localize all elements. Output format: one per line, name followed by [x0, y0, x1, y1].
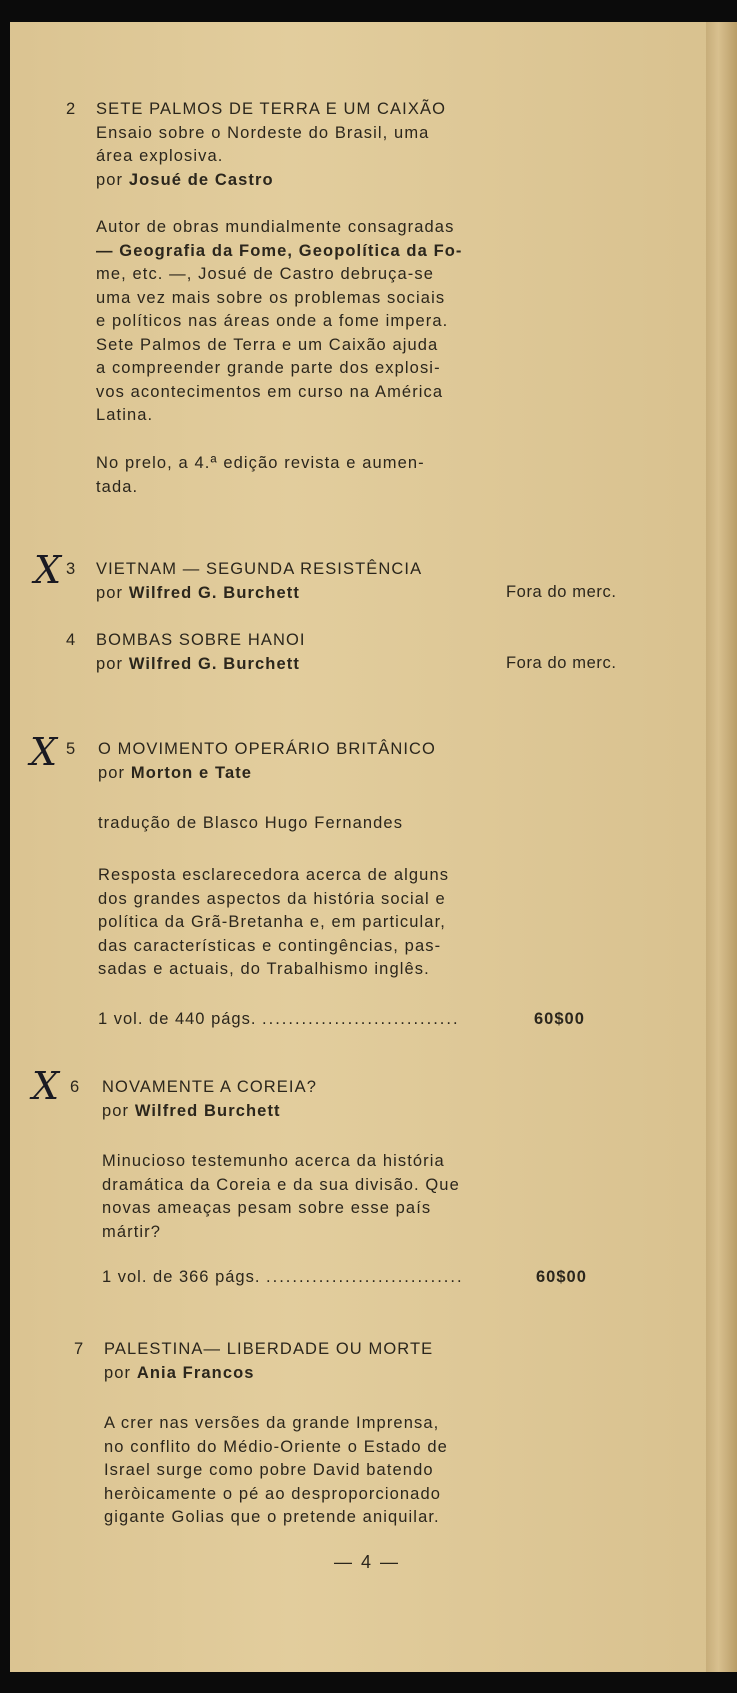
item-6: [102, 1076, 317, 1123]
author-prefix: por: [96, 170, 129, 189]
desc-line: A crer nas versões da grande Imprensa,: [104, 1414, 440, 1432]
author-prefix: por: [96, 654, 129, 673]
desc-line: me, etc. —, Josué de Castro debruça-se: [96, 265, 435, 283]
desc-line: heròicamente o pé ao desproporcionado: [104, 1484, 441, 1503]
item-price: 60$00: [534, 1010, 585, 1028]
desc-line: a compreender grande parte dos explosi-: [96, 359, 441, 377]
desc-line: Sete Palmos de Terra e um Caixão ajuda: [96, 335, 439, 354]
item-number: 2: [66, 100, 76, 118]
item-number: 7: [74, 1340, 84, 1358]
desc-line: Autor de obras mundialmente consagradas: [96, 218, 455, 236]
item-number: 4: [66, 631, 76, 649]
volume-price-line: [102, 1268, 464, 1287]
item-author: Ania Francos: [136, 1363, 255, 1382]
handwritten-x-mark: X: [32, 1064, 60, 1108]
desc-line: das características e contingências, pas-: [98, 936, 442, 955]
desc-line: e políticos nas áreas onde a fome impera.: [96, 312, 449, 330]
item-number: 6: [70, 1078, 80, 1096]
author-prefix: por: [102, 1101, 135, 1120]
item-description: [96, 216, 463, 428]
item-author-line: [96, 169, 446, 193]
item-author: Morton e Tate: [130, 763, 253, 782]
desc-line: vos acontecimentos em curso na América: [96, 382, 444, 401]
volume-info: 1 vol. de 440 págs.: [98, 1010, 257, 1028]
page-number: — 4 —: [334, 1552, 401, 1572]
desc-line: mártir?: [102, 1222, 162, 1241]
item-title: O MOVIMENTO OPERÁRIO BRITÂNICO: [98, 740, 436, 758]
desc-line: uma vez mais sobre os problemas sociais: [96, 288, 446, 307]
item-5: [98, 738, 436, 785]
leader-dots: ..............................: [266, 1268, 464, 1286]
leader-dots: ..............................: [262, 1010, 460, 1028]
desc-line: gigante Golias que o pretende aniquilar.: [104, 1508, 440, 1526]
item-author: Wilfred G. Burchett: [128, 654, 300, 673]
note-line: tada.: [96, 477, 139, 496]
item-description: [98, 864, 449, 982]
desc-line: novas ameaças pesam sobre esse país: [102, 1199, 432, 1217]
item-author-line: [96, 582, 422, 606]
item-7: [104, 1338, 433, 1385]
scan-border: [0, 1672, 737, 1693]
item-author: Wilfred G. Burchett: [128, 583, 300, 602]
handwritten-x-mark: X: [30, 730, 58, 774]
desc-line: — Geografia da Fome, Geopolítica da Fo-: [96, 241, 463, 260]
desc-line: política da Grã-Bretanha e, em particular,: [98, 913, 446, 931]
item-title: NOVAMENTE A COREIA?: [102, 1078, 317, 1096]
item-description: [104, 1412, 448, 1530]
author-prefix: por: [104, 1363, 137, 1382]
desc-line: Israel surge como pobre David batendo: [104, 1461, 434, 1479]
item-title: VIETNAM — SEGUNDA RESISTÊNCIA: [96, 560, 423, 578]
handwritten-x-mark: X: [34, 548, 62, 592]
item-translation: tradução de Blasco Hugo Fernandes: [98, 814, 404, 832]
item-subtitle: Ensaio sobre o Nordeste do Brasil, uma: [96, 123, 430, 142]
author-prefix: por: [96, 583, 129, 602]
item-author-line: [96, 653, 306, 677]
desc-line: dramática da Coreia e da sua divisão. Que: [102, 1175, 460, 1194]
desc-line: Resposta esclarecedora acerca de alguns: [98, 866, 450, 884]
item-3: [96, 558, 422, 605]
desc-line: dos grandes aspectos da história social e: [98, 889, 446, 908]
volume-info: 1 vol. de 366 págs.: [102, 1268, 261, 1286]
availability-status: Fora do merc.: [506, 654, 617, 672]
desc-line: Latina.: [96, 406, 154, 424]
author-prefix: por: [98, 763, 131, 782]
desc-line: no conflito do Médio-Oriente o Estado de: [104, 1437, 448, 1456]
item-subtitle: área explosiva.: [96, 147, 224, 165]
item-number: 3: [66, 560, 76, 578]
availability-status: Fora do merc.: [506, 583, 617, 601]
item-note: [96, 452, 425, 499]
item-title: BOMBAS SOBRE HANOI: [96, 631, 306, 649]
page-gutter: [706, 22, 737, 1672]
volume-price-line: [98, 1010, 460, 1029]
item-title: PALESTINA— LIBERDADE OU MORTE: [104, 1340, 434, 1358]
item-author-line: [104, 1362, 433, 1386]
item-4: [96, 629, 306, 676]
item-author-line: [102, 1100, 317, 1124]
item-description: [102, 1150, 460, 1244]
note-line: No prelo, a 4.ª edição revista e aumen-: [96, 454, 425, 472]
desc-line: Minucioso testemunho acerca da história: [102, 1152, 445, 1170]
item-author-line: [98, 762, 436, 786]
item-number: 5: [66, 740, 76, 758]
item-price: 60$00: [536, 1268, 587, 1286]
desc-line: sadas e actuais, do Trabalhismo inglês.: [98, 960, 430, 978]
item-author: Josué de Castro: [128, 170, 274, 189]
item-2: [96, 98, 446, 192]
item-author: Wilfred Burchett: [134, 1101, 281, 1120]
item-title: SETE PALMOS DE TERRA E UM CAIXÃO: [96, 100, 446, 118]
